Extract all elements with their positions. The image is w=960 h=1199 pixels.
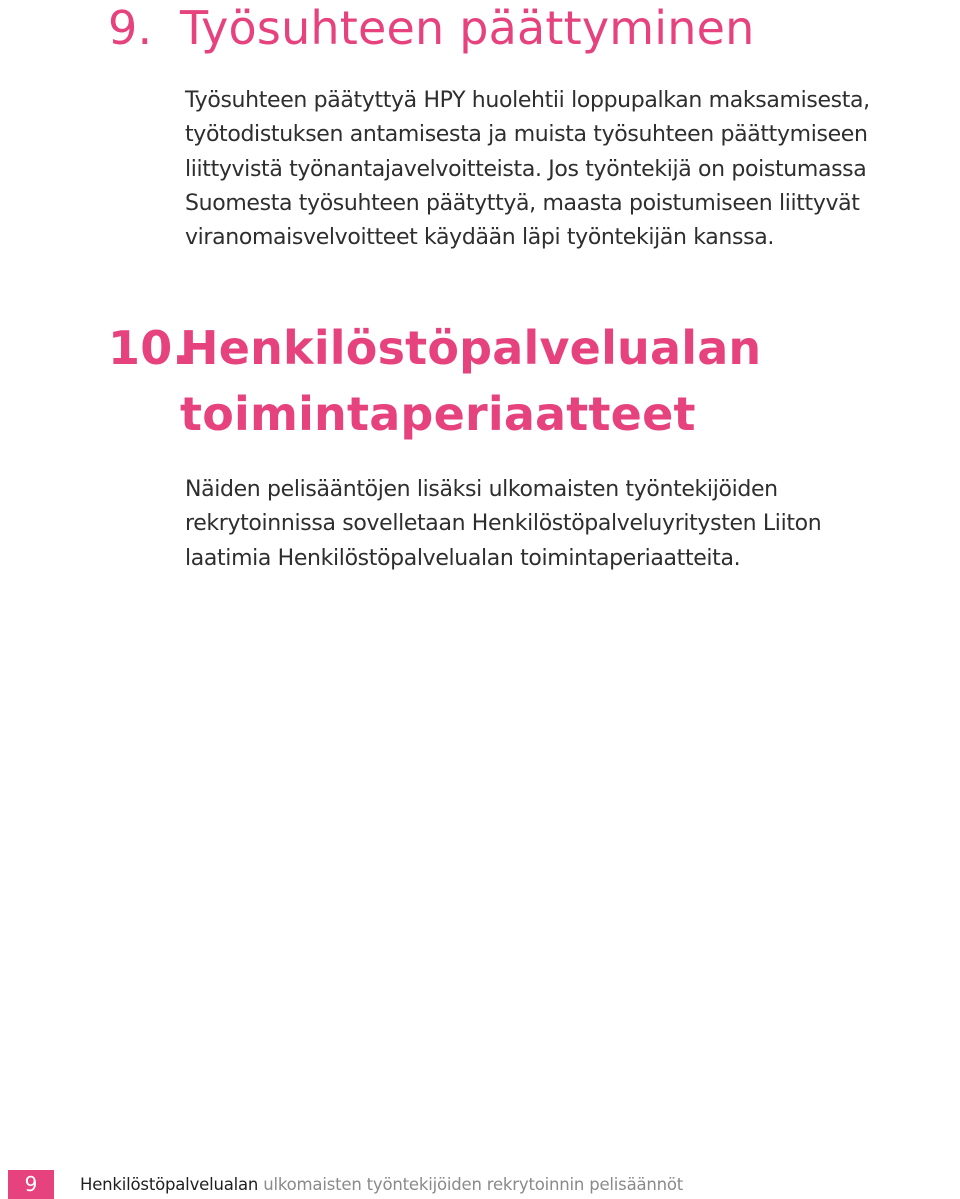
paragraph-line: liittyvistä työnantajavelvoitteista. Jos työntekijä on poistumassa [185,156,867,182]
section-10-paragraph [185,473,960,576]
section-10-title-line: Henkilöstöpalvelualan [180,321,762,375]
footer-title-light: ulkomaisten työntekijöiden rekrytoinnin pelisäännöt [263,1175,684,1194]
page-number-badge: 9 [8,1170,54,1199]
section-10-title-line: toimintaperiaatteet [180,387,696,441]
paragraph-line: Näiden pelisääntöjen lisäksi ulkomaisten työntekijöiden [185,477,778,502]
section-10-number: 10. [108,321,191,375]
paragraph-line: viranomaisvelvoitteet käydään läpi työntekijän kanssa. [185,225,775,251]
page-footer [0,1170,960,1199]
paragraph-line: Työsuhteen päätyttyä HPY huolehtii loppupalkan maksamisesta, [185,88,870,113]
footer-title [80,1173,683,1197]
section-9-number: 9. [108,1,153,55]
paragraph-line: rekrytoinnissa sovelletaan Henkilöstöpalveluyritysten Liiton [185,511,822,537]
paragraph-line: Suomesta työsuhteen päätyttyä, maasta poistumiseen liittyvät [185,190,860,216]
paragraph-line: laatimia Henkilöstöpalvelualan toimintaperiaatteita. [185,545,741,571]
section-9-paragraph [185,84,960,255]
paragraph-line: työtodistuksen antamisesta ja muista työsuhteen päättymiseen [185,122,868,148]
section-9-title: Työsuhteen päättyminen [180,1,755,55]
footer-title-strong: Henkilöstöpalvelualan [80,1175,259,1194]
section-9-heading [108,0,754,61]
section-10-heading [108,315,780,447]
section-10-title [180,315,780,447]
